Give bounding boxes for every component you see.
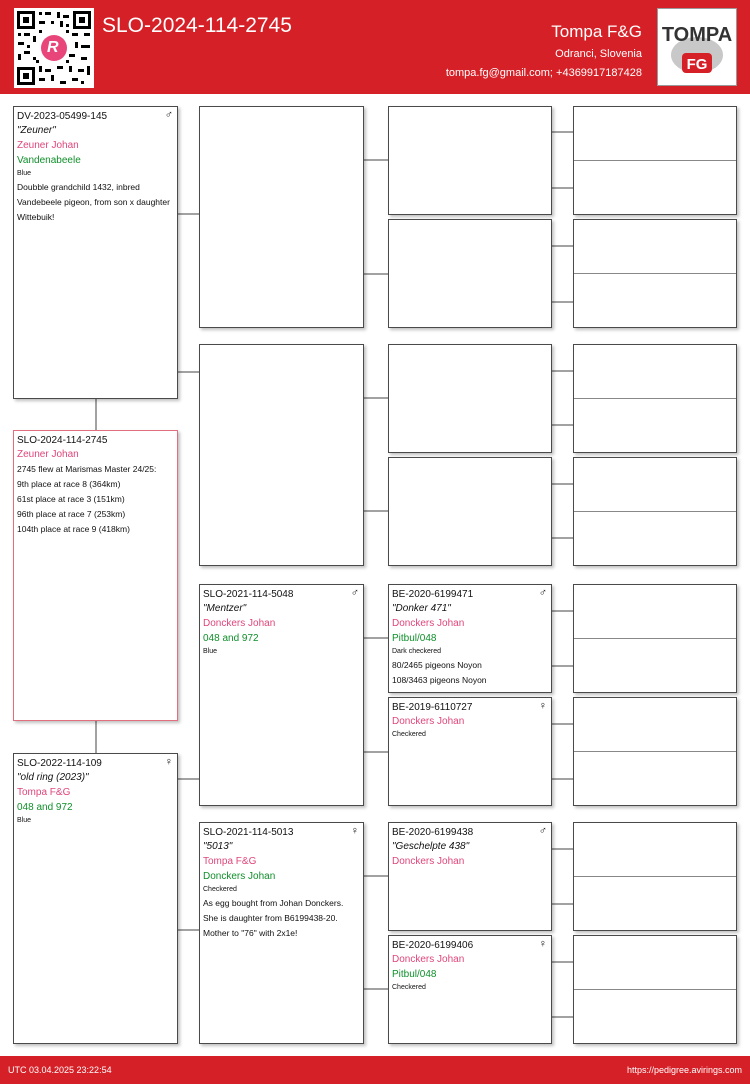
- owner-name: Donckers Johan: [392, 618, 465, 629]
- female-icon: ♀: [538, 938, 547, 950]
- note-text: As egg bought from Johan Donckers. She is daughter from B6199438-20. Mother to "76" with 2x1e!: [203, 898, 344, 938]
- owner-name: Tompa F&G: [203, 856, 257, 867]
- owner-name: Donckers Johan: [392, 716, 465, 727]
- ring-number: BE-2020-6199471: [392, 589, 474, 600]
- site-link[interactable]: https://pedigree.avirings.com: [626, 1065, 742, 1075]
- page-footer: [0, 1056, 750, 1084]
- gen4-card-empty[interactable]: [574, 107, 736, 161]
- gen4-pair-6[interactable]: [573, 697, 737, 806]
- pigeon-name: "Donker 471": [392, 603, 451, 614]
- generated-timestamp: UTC 03.04.2025 23:22:54: [8, 1065, 112, 1075]
- gen4-card-empty[interactable]: [574, 585, 736, 639]
- gen3-card-empty-2[interactable]: [388, 219, 552, 328]
- ring-number: SLO-2024-114-2745: [17, 435, 108, 446]
- pigeon-name: "Geschelpte 438": [392, 841, 470, 852]
- ring-number: SLO-2022-114-109: [17, 758, 102, 769]
- gen4-pair-4[interactable]: [573, 457, 737, 566]
- gen4-card-empty[interactable]: [574, 458, 736, 512]
- male-icon: ♂: [538, 587, 547, 599]
- breeder-line: 048 and 972: [17, 802, 73, 813]
- owner-name: Donckers Johan: [392, 856, 465, 867]
- color-label: Blue: [17, 817, 32, 824]
- dam-dam-dam-card[interactable]: [388, 935, 552, 1044]
- owner-name: Zeuner Johan: [17, 449, 79, 460]
- ring-number: SLO-2021-114-5048: [203, 589, 294, 600]
- page-title: SLO-2024-114-2745: [102, 14, 292, 37]
- female-icon: ♀: [538, 700, 547, 712]
- pigeon-name: "5013": [203, 841, 233, 852]
- gen3-card-empty-1[interactable]: [388, 106, 552, 215]
- ring-number: DV-2023-05499-145: [17, 111, 108, 122]
- ring-number: BE-2020-6199438: [392, 827, 474, 838]
- breeder-contact[interactable]: tompa.fg@gmail.com; +4369917187428: [445, 67, 642, 79]
- gen4-card-empty[interactable]: [574, 936, 736, 990]
- svg-text:FG: FG: [686, 56, 708, 73]
- page-header: [0, 0, 750, 94]
- pigeon-name: "Zeuner": [17, 125, 56, 136]
- female-icon: ♀: [350, 825, 359, 837]
- note-text: 80/2465 pigeons Noyon: [392, 660, 482, 670]
- subject-card[interactable]: [13, 430, 178, 721]
- color-label: Checkered: [203, 886, 237, 893]
- gen4-pair-8[interactable]: [573, 935, 737, 1044]
- note-text: 2745 flew at Marismas Master 24/25:: [17, 464, 157, 474]
- color-label: Checkered: [392, 731, 426, 738]
- breeder-line: Vandenabeele: [17, 155, 81, 166]
- sire-dam-card-empty[interactable]: [199, 344, 364, 566]
- pigeon-name: "Mentzer": [203, 603, 247, 614]
- pigeon-name: "old ring (2023)": [17, 772, 89, 783]
- color-label: Blue: [203, 648, 218, 655]
- ring-number: BE-2019-6110727: [392, 702, 473, 713]
- note-text: 108/3463 pigeons Noyon: [392, 675, 487, 685]
- qr-badge-letter: R: [47, 39, 59, 56]
- breeder-name: Tompa F&G: [551, 22, 642, 41]
- breeder-line: Donckers Johan: [203, 871, 276, 882]
- color-label: Dark checkered: [392, 648, 442, 655]
- note-text: 9th place at race 8 (364km): [17, 479, 121, 489]
- note-text: 96th place at race 7 (253km): [17, 509, 126, 519]
- breeder-line: 048 and 972: [203, 633, 259, 644]
- note-text: 61st place at race 3 (151km): [17, 494, 125, 504]
- gen4-card-empty[interactable]: [574, 823, 736, 877]
- dam-dam-card[interactable]: [199, 822, 364, 1044]
- gen4-card-empty[interactable]: [574, 220, 736, 274]
- dam-card[interactable]: [13, 753, 178, 1044]
- breeder-line: Pitbul/048: [392, 633, 437, 644]
- color-label: Blue: [17, 170, 32, 177]
- gen3-card-empty-4[interactable]: [388, 457, 552, 566]
- gen4-pair-7[interactable]: [573, 822, 737, 931]
- color-label: Checkered: [392, 984, 426, 991]
- owner-name: Tompa F&G: [17, 787, 71, 798]
- note-text: Doubble grandchild 1432, inbred Vandebeele pigeon, from son x daughter Wittebuik!: [17, 182, 170, 222]
- breeder-location: Odranci, Slovenia: [555, 48, 642, 60]
- ring-number: BE-2020-6199406: [392, 940, 474, 951]
- male-icon: ♂: [164, 109, 173, 121]
- female-icon: ♀: [164, 756, 173, 768]
- sire-card[interactable]: [13, 106, 178, 399]
- male-icon: ♂: [538, 825, 547, 837]
- qr-code[interactable]: [14, 8, 94, 88]
- owner-name: Donckers Johan: [203, 618, 276, 629]
- owner-name: Donckers Johan: [392, 954, 465, 965]
- gen4-pair-2[interactable]: [573, 219, 737, 328]
- gen4-pair-3[interactable]: [573, 344, 737, 453]
- gen4-card-empty[interactable]: [574, 345, 736, 399]
- dam-sire-sire-card[interactable]: [388, 584, 552, 693]
- dam-dam-sire-card[interactable]: [388, 822, 552, 931]
- male-icon: ♂: [350, 587, 359, 599]
- gen4-card-empty[interactable]: [574, 698, 736, 752]
- breeder-line: Pitbul/048: [392, 969, 437, 980]
- ring-number: SLO-2021-114-5013: [203, 827, 294, 838]
- breeder-logo: [657, 8, 737, 86]
- svg-text:TOMPA: TOMPA: [661, 24, 733, 46]
- sire-sire-card-empty[interactable]: [199, 106, 364, 328]
- note-text: 104th place at race 9 (418km): [17, 524, 130, 534]
- gen3-card-empty-3[interactable]: [388, 344, 552, 453]
- dam-sire-card[interactable]: [199, 584, 364, 806]
- owner-name: Zeuner Johan: [17, 140, 79, 151]
- dam-sire-dam-card[interactable]: [388, 697, 552, 806]
- gen4-pair-5[interactable]: [573, 584, 737, 693]
- gen4-pair-1[interactable]: [573, 106, 737, 215]
